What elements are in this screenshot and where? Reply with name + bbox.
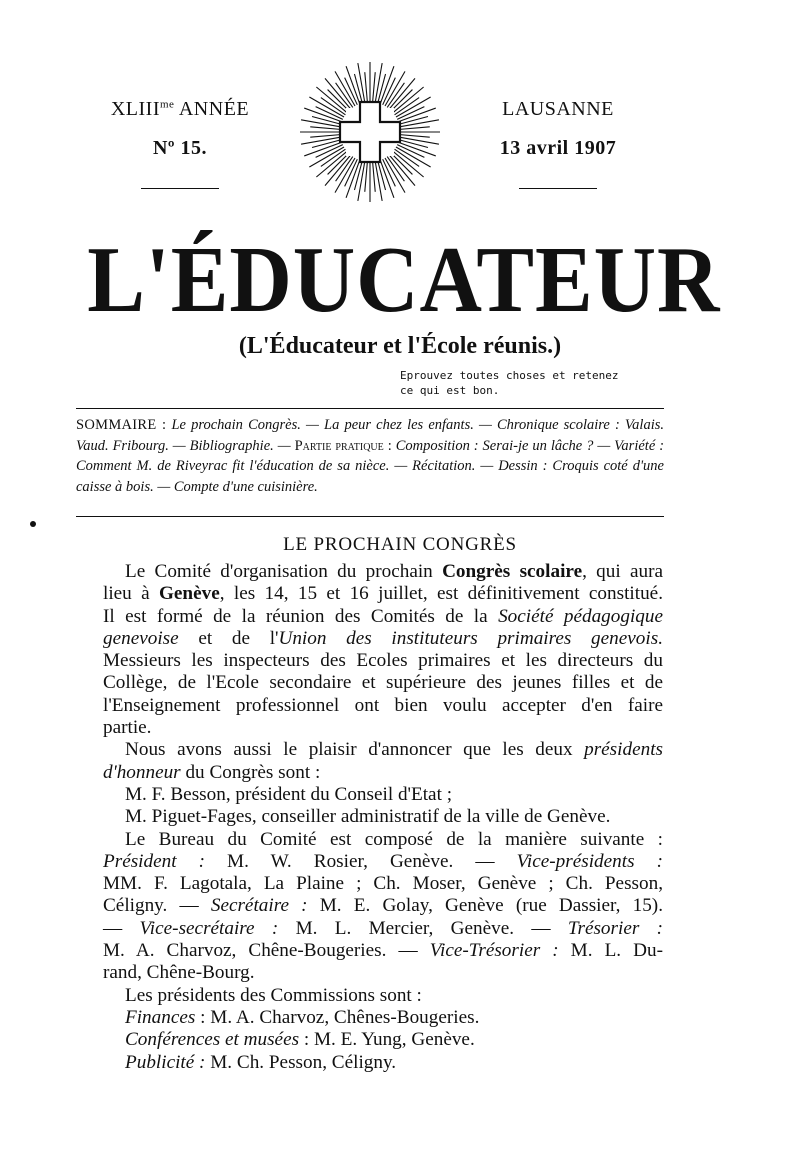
text-line: rand, Chêne-Bourg. <box>103 962 255 984</box>
masthead-left <box>100 98 260 189</box>
text-line: M. Piguet-Fages, conseiller administratif de la ville de Genève. <box>125 806 611 828</box>
year-suffix: me <box>160 98 175 111</box>
swiss-cross-emblem-icon <box>298 60 442 204</box>
sommaire-label: SOMMAIRE : <box>76 417 167 433</box>
issue-date: 13 avril 1907 <box>499 137 617 159</box>
text-line: lieu à Genève, les 14, 15 et 16 juillet, est définitivement constitué. <box>103 583 663 605</box>
article-body <box>103 561 663 1074</box>
city: LAUSANNE <box>502 98 614 120</box>
text-line: Conférences et musées : M. E. Yung, Genève. <box>125 1029 475 1051</box>
year-word: ANNÉE <box>178 98 250 120</box>
sommaire-text-2: Composition : Serai-je un lâche ? — Variété : Comment M. de Riveyrac fit l'éducation de sa nièce. — Récitation. — Dessin : Croquis coté d'une caisse à bois. — Compte d'une cuisinière. <box>76 437 665 495</box>
text-line: Céligny. — Secrétaire : M. E. Golay, Genève (rue Dassier, 15). <box>103 895 663 917</box>
article-title: LE PROCHAIN CONGRÈS <box>283 534 517 555</box>
year-number: XLIII <box>110 98 160 120</box>
sommaire <box>76 415 664 497</box>
sommaire-bottom-rule <box>76 516 664 517</box>
text-line: partie. <box>103 717 152 739</box>
masthead <box>0 0 800 215</box>
left-rule <box>141 188 219 189</box>
text-line: Finances : M. A. Charvoz, Chênes-Bougeries. <box>125 1006 480 1028</box>
text-line: Nous avons aussi le plaisir d'annoncer que les deux présidents <box>125 739 663 761</box>
text-line: Le Comité d'organisation du prochain Congrès scolaire, qui aura <box>125 561 664 582</box>
year-line <box>100 98 260 121</box>
issue-number: Nº 15. <box>152 137 208 159</box>
text-line: Publicité : M. Ch. Pesson, Céligny. <box>125 1051 397 1073</box>
text-line: d'honneur du Congrès sont : <box>103 761 321 783</box>
sommaire-top-rule <box>76 408 664 409</box>
text-line: — Vice-secrétaire : M. L. Mercier, Genève. — Trésorier : <box>103 917 664 939</box>
sommaire-text-1: Le prochain Congrès. — La peur chez les enfants. — Chronique scolaire : Valais. Vaud. Fribourg. — Bibliographie. — <box>76 417 665 454</box>
text-line: M. A. Charvoz, Chêne-Bougeries. — Vice-Trésorier : M. L. Du- <box>103 940 663 962</box>
text-line: Président : M. W. Rosier, Genève. — Vice-présidents : <box>103 850 663 872</box>
sommaire-partie-pratique: Partie pratique <box>294 437 384 454</box>
text-line: Messieurs les inspecteurs des Ecoles primaires et les directeurs du <box>103 650 663 672</box>
right-rule <box>519 188 597 189</box>
motto-line-2: ce qui est bon. <box>400 384 500 397</box>
text-line: Le Bureau du Comité est composé de la manière suivante : <box>125 828 663 850</box>
sommaire-colon: : <box>387 437 392 454</box>
journal-title: L'ÉDUCATEUR <box>87 228 721 332</box>
text-line: genevoise et de l'Union des instituteurs primaires genevois. <box>103 627 663 649</box>
margin-dot <box>30 521 36 527</box>
masthead-right <box>478 98 638 189</box>
motto-line-1: Eprouvez toutes choses et retenez <box>400 369 619 382</box>
text-line: Collège, de l'Ecole secondaire et supérieure des jeunes filles et de <box>103 672 663 694</box>
text-line: Il est formé de la réunion des Comités de la Société pédagogique <box>103 605 663 627</box>
text-line: M. F. Besson, président du Conseil d'Etat ; <box>125 783 453 805</box>
text-line: l'Enseignement professionnel ont bien voulu accepter d'en faire <box>103 694 663 716</box>
text-line: Les présidents des Commissions sont : <box>125 984 422 1006</box>
journal-subtitle: (L'Éducateur et l'École réunis.) <box>238 333 562 359</box>
motto <box>400 368 660 398</box>
text-line: MM. F. Lagotala, La Plaine ; Ch. Moser, Genève ; Ch. Pesson, <box>103 873 663 895</box>
